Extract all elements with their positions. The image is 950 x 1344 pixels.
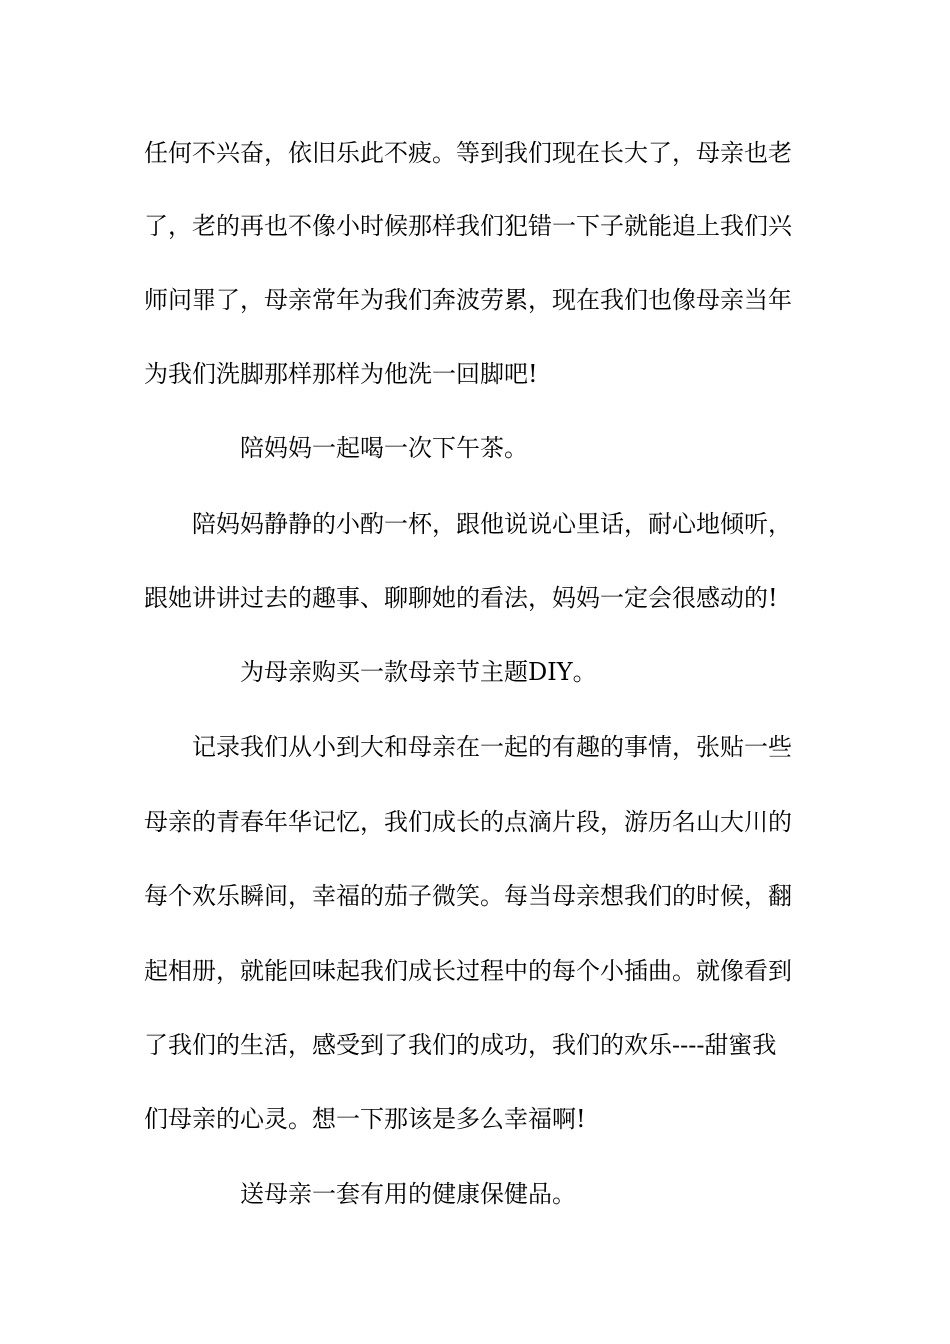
body-line: 母亲的青春年华记忆，我们成长的点滴片段，游历名山大川的 — [144, 808, 792, 836]
section-heading: 为母亲购买一款母亲节主题DIY。 — [240, 658, 597, 686]
body-line: 了，老的再也不像小时候那样我们犯错一下子就能追上我们兴 — [144, 212, 792, 240]
body-line: 起相册，就能回味起我们成长过程中的每个小插曲。就像看到 — [144, 957, 792, 985]
body-line: 为我们洗脚那样那样为他洗一回脚吧! — [144, 360, 538, 388]
body-line: 们母亲的心灵。想一下那该是多么幸福啊! — [144, 1105, 586, 1133]
paragraph-first-line: 记录我们从小到大和母亲在一起的有趣的事情，张贴一些 — [192, 733, 792, 761]
body-line: 每个欢乐瞬间，幸福的茄子微笑。每当母亲想我们的时候，翻 — [144, 882, 792, 910]
body-line: 了我们的生活，感受到了我们的成功，我们的欢乐----甜蜜我 — [144, 1031, 777, 1059]
paragraph-first-line: 陪妈妈静静的小酌一杯，跟他说说心里话，耐心地倾听， — [192, 510, 792, 538]
body-line: 任何不兴奋，依旧乐此不疲。等到我们现在长大了，母亲也老 — [144, 139, 792, 167]
section-heading: 陪妈妈一起喝一次下午茶。 — [240, 434, 528, 462]
body-line: 师问罪了，母亲常年为我们奔波劳累，现在我们也像母亲当年 — [144, 286, 792, 314]
body-line: 跟她讲讲过去的趣事、聊聊她的看法，妈妈一定会很感动的! — [144, 584, 778, 612]
section-heading: 送母亲一套有用的健康保健品。 — [240, 1180, 576, 1208]
